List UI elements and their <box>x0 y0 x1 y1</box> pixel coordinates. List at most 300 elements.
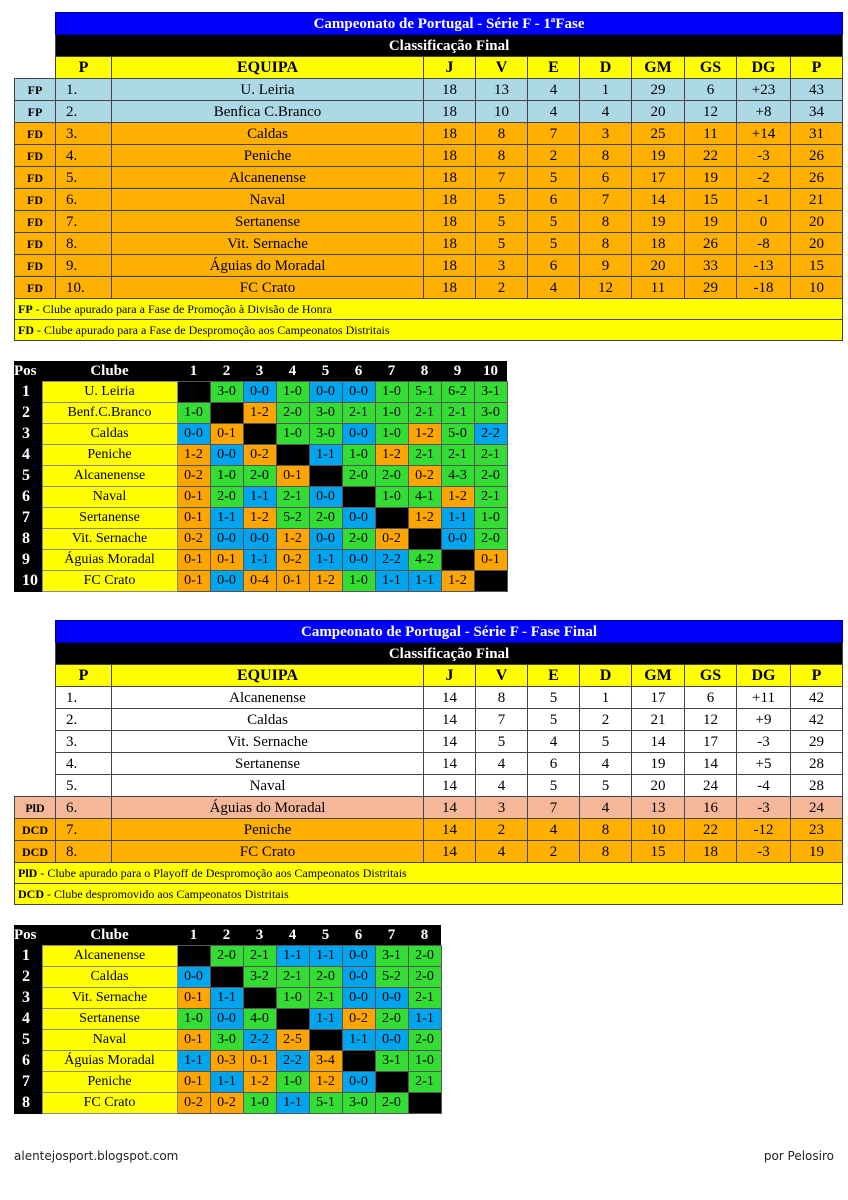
matrix-row <box>14 550 507 571</box>
match-result: 0-2 <box>177 529 210 550</box>
match-result: 1-2 <box>243 403 276 424</box>
legend-description: - Clube despromovido aos Campeonatos Distritais <box>44 887 289 901</box>
match-result: 3-4 <box>309 1051 342 1072</box>
results-matrix-phase1 <box>14 361 508 592</box>
match-result: 1-2 <box>276 529 309 550</box>
footer-author: por Pelosiro <box>763 1149 834 1163</box>
legend-row <box>15 884 843 905</box>
stat-j: 14 <box>424 775 476 797</box>
qualification-tag: FD <box>15 211 56 233</box>
matrix-row <box>14 403 507 424</box>
stat-v: 2 <box>476 277 528 299</box>
stat-e: 6 <box>528 753 580 775</box>
stat-d: 2 <box>580 709 632 731</box>
stat-dg: -13 <box>737 255 791 277</box>
stat-j: 14 <box>424 731 476 753</box>
match-result: 0-1 <box>177 508 210 529</box>
stat-e: 2 <box>528 145 580 167</box>
match-result: 0-0 <box>342 1072 375 1093</box>
matrix-position: 7 <box>14 508 42 529</box>
stat-d: 8 <box>580 819 632 841</box>
legend-text <box>15 863 843 884</box>
match-result: 0-1 <box>210 550 243 571</box>
stat-d: 6 <box>580 167 632 189</box>
match-result: 0-0 <box>243 382 276 403</box>
legend-abbr: PlD <box>18 866 38 880</box>
match-result: 0-0 <box>177 967 210 988</box>
team-name: U. Leiria <box>112 79 424 101</box>
match-result: 0-2 <box>276 550 309 571</box>
match-result: 0-2 <box>177 466 210 487</box>
match-result: 1-2 <box>441 487 474 508</box>
matrix-position: 6 <box>14 1051 42 1072</box>
stat-d: 4 <box>580 753 632 775</box>
match-result: 0-0 <box>342 988 375 1009</box>
stat-d: 1 <box>580 79 632 101</box>
stat-e: 6 <box>528 189 580 211</box>
match-result: 2-1 <box>408 445 441 466</box>
matrix-position: 8 <box>14 529 42 550</box>
match-result: 0-0 <box>342 508 375 529</box>
column-header: P <box>791 57 843 79</box>
matrix-column-header: 1 <box>177 925 210 946</box>
match-result: 4-3 <box>441 466 474 487</box>
stat-e: 7 <box>528 123 580 145</box>
stat-d: 8 <box>580 145 632 167</box>
match-result: 6-2 <box>441 382 474 403</box>
match-result: 2-0 <box>375 1093 408 1114</box>
stat-gm: 20 <box>632 775 685 797</box>
stat-d: 12 <box>580 277 632 299</box>
matrix-blank-cell <box>276 1009 309 1030</box>
match-result: 2-0 <box>408 1030 441 1051</box>
matrix-row <box>14 487 507 508</box>
stat-e: 6 <box>528 255 580 277</box>
stat-gs: 24 <box>685 775 737 797</box>
table-row <box>15 819 843 841</box>
match-result: 1-1 <box>309 1009 342 1030</box>
match-result: 0-0 <box>309 382 342 403</box>
stat-d: 8 <box>580 211 632 233</box>
team-name: Alcanenense <box>112 167 424 189</box>
legend-text <box>15 299 843 320</box>
matrix-club-name: Águias Moradal <box>42 1051 177 1072</box>
match-result: 2-0 <box>408 946 441 967</box>
results-matrix-phase2 <box>14 925 442 1114</box>
match-result: 1-2 <box>177 445 210 466</box>
stat-j: 18 <box>424 167 476 189</box>
qualification-tag <box>15 753 56 775</box>
matrix-column-header: 3 <box>243 361 276 382</box>
matrix-blank-cell <box>309 1030 342 1051</box>
stat-p: 23 <box>791 819 843 841</box>
stat-gm: 25 <box>632 123 685 145</box>
table-row <box>15 255 843 277</box>
stat-v: 4 <box>476 753 528 775</box>
match-result: 1-1 <box>441 508 474 529</box>
stat-gm: 29 <box>632 79 685 101</box>
matrix-position: 10 <box>14 571 42 592</box>
stat-j: 18 <box>424 123 476 145</box>
rank-cell: 3. <box>56 123 112 145</box>
team-name: Naval <box>112 775 424 797</box>
matrix-blank-cell <box>375 508 408 529</box>
stat-e: 5 <box>528 775 580 797</box>
match-result: 1-2 <box>408 424 441 445</box>
column-header: GS <box>685 665 737 687</box>
matrix-column-header: Pos <box>14 361 42 382</box>
stat-gs: 33 <box>685 255 737 277</box>
stat-e: 5 <box>528 233 580 255</box>
matrix-column-header: Clube <box>42 361 177 382</box>
match-result: 0-0 <box>375 1030 408 1051</box>
matrix-position: 1 <box>14 946 42 967</box>
matrix-column-header: 8 <box>408 361 441 382</box>
stat-v: 10 <box>476 101 528 123</box>
stat-p: 42 <box>791 687 843 709</box>
stat-gm: 15 <box>632 841 685 863</box>
match-result: 1-2 <box>243 508 276 529</box>
matrix-row <box>14 988 441 1009</box>
matrix-club-name: Vit. Sernache <box>42 988 177 1009</box>
rank-cell: 1. <box>56 687 112 709</box>
qualification-tag: FD <box>15 123 56 145</box>
stat-p: 26 <box>791 145 843 167</box>
match-result: 0-0 <box>210 445 243 466</box>
match-result: 2-0 <box>474 466 507 487</box>
match-result: 1-0 <box>210 466 243 487</box>
stat-gm: 19 <box>632 145 685 167</box>
matrix-position: 3 <box>14 988 42 1009</box>
match-result: 1-0 <box>342 571 375 592</box>
stat-e: 4 <box>528 79 580 101</box>
matrix-club-name: FC Crato <box>42 571 177 592</box>
stat-v: 3 <box>476 797 528 819</box>
match-result: 0-1 <box>243 1051 276 1072</box>
stat-v: 4 <box>476 775 528 797</box>
stat-j: 18 <box>424 101 476 123</box>
matrix-club-name: Naval <box>42 1030 177 1051</box>
stat-gm: 21 <box>632 709 685 731</box>
match-result: 3-1 <box>375 1051 408 1072</box>
match-result: 1-1 <box>210 508 243 529</box>
stat-e: 4 <box>528 819 580 841</box>
rank-cell: 7. <box>56 819 112 841</box>
column-header: V <box>476 665 528 687</box>
rank-cell: 5. <box>56 775 112 797</box>
legend-description: - Clube apurado para a Fase de Promoção à Divisão de Honra <box>32 302 332 316</box>
rank-cell: 6. <box>56 189 112 211</box>
stat-v: 5 <box>476 233 528 255</box>
stat-d: 8 <box>580 841 632 863</box>
match-result: 0-2 <box>375 529 408 550</box>
stat-j: 14 <box>424 797 476 819</box>
table-row <box>15 167 843 189</box>
stat-dg: +11 <box>737 687 791 709</box>
stat-p: 34 <box>791 101 843 123</box>
matrix-header-row <box>14 925 441 946</box>
matrix-blank-cell <box>243 424 276 445</box>
legend-description: - Clube apurado para o Playoff de Despromoção aos Campeonatos Distritais <box>37 866 407 880</box>
match-result: 1-0 <box>408 1051 441 1072</box>
matrix-club-name: Peniche <box>42 1072 177 1093</box>
stat-gs: 18 <box>685 841 737 863</box>
matrix-club-name: Alcanenense <box>42 946 177 967</box>
matrix-row <box>14 946 441 967</box>
matrix-row <box>14 424 507 445</box>
legend-row <box>15 320 843 341</box>
qualification-tag: FD <box>15 189 56 211</box>
matrix-position: 8 <box>14 1093 42 1114</box>
match-result: 3-1 <box>375 946 408 967</box>
stat-gm: 11 <box>632 277 685 299</box>
matrix-club-name: Vit. Sernache <box>42 529 177 550</box>
column-header: E <box>528 665 580 687</box>
match-result: 1-1 <box>210 988 243 1009</box>
matrix-blank-cell <box>177 382 210 403</box>
stat-e: 5 <box>528 687 580 709</box>
team-name: Sertanense <box>112 753 424 775</box>
stat-dg: +9 <box>737 709 791 731</box>
match-result: 2-0 <box>408 967 441 988</box>
table-row <box>15 753 843 775</box>
match-result: 0-0 <box>210 571 243 592</box>
match-result: 1-0 <box>276 424 309 445</box>
match-result: 1-1 <box>309 550 342 571</box>
matrix-row <box>14 571 507 592</box>
match-result: 1-0 <box>276 382 309 403</box>
stat-p: 19 <box>791 841 843 863</box>
match-result: 0-0 <box>342 382 375 403</box>
matrix-club-name: Caldas <box>42 424 177 445</box>
matrix-position: 5 <box>14 1030 42 1051</box>
match-result: 1-2 <box>408 508 441 529</box>
stat-gm: 13 <box>632 797 685 819</box>
match-result: 2-2 <box>276 1051 309 1072</box>
rank-cell: 4. <box>56 145 112 167</box>
column-header: D <box>580 665 632 687</box>
matrix-blank-cell <box>177 946 210 967</box>
stat-d: 8 <box>580 233 632 255</box>
stat-gs: 15 <box>685 189 737 211</box>
match-result: 2-0 <box>210 487 243 508</box>
match-result: 1-0 <box>375 487 408 508</box>
stat-gs: 22 <box>685 145 737 167</box>
stat-dg: +8 <box>737 101 791 123</box>
phase1-subtitle: Classificação Final <box>56 35 843 57</box>
stat-d: 3 <box>580 123 632 145</box>
matrix-blank-cell <box>342 487 375 508</box>
matrix-row <box>14 1051 441 1072</box>
table-row <box>15 277 843 299</box>
stat-p: 10 <box>791 277 843 299</box>
stat-p: 43 <box>791 79 843 101</box>
footer-site-link[interactable]: alentejosport.blogspot.com <box>14 1149 179 1163</box>
table-row <box>15 211 843 233</box>
stat-e: 5 <box>528 709 580 731</box>
table-row <box>15 189 843 211</box>
match-result: 1-1 <box>210 1072 243 1093</box>
match-result: 2-0 <box>474 529 507 550</box>
team-name: Peniche <box>112 145 424 167</box>
match-result: 1-1 <box>243 487 276 508</box>
stat-v: 8 <box>476 687 528 709</box>
standings-table-phase1 <box>14 12 843 341</box>
table-row <box>15 123 843 145</box>
stat-p: 15 <box>791 255 843 277</box>
match-result: 1-1 <box>309 445 342 466</box>
match-result: 1-1 <box>309 946 342 967</box>
team-name: Benfica C.Branco <box>112 101 424 123</box>
stat-dg: -3 <box>737 145 791 167</box>
stat-p: 24 <box>791 797 843 819</box>
match-result: 2-5 <box>276 1030 309 1051</box>
team-name: Alcanenense <box>112 687 424 709</box>
stat-gs: 19 <box>685 211 737 233</box>
match-result: 0-1 <box>177 988 210 1009</box>
team-name: FC Crato <box>112 277 424 299</box>
matrix-blank-cell <box>408 1093 441 1114</box>
matrix-blank-cell <box>474 571 507 592</box>
matrix-blank-cell <box>243 988 276 1009</box>
stat-gs: 6 <box>685 687 737 709</box>
match-result: 2-0 <box>309 508 342 529</box>
matrix-column-header: 3 <box>243 925 276 946</box>
stat-e: 5 <box>528 211 580 233</box>
match-result: 0-1 <box>177 487 210 508</box>
stat-gm: 20 <box>632 255 685 277</box>
match-result: 0-0 <box>177 424 210 445</box>
team-name: Vit. Sernache <box>112 731 424 753</box>
matrix-row <box>14 1072 441 1093</box>
rank-cell: 8. <box>56 841 112 863</box>
stat-e: 4 <box>528 101 580 123</box>
match-result: 4-1 <box>408 487 441 508</box>
matrix-club-name: Naval <box>42 487 177 508</box>
stat-e: 4 <box>528 731 580 753</box>
match-result: 0-0 <box>342 424 375 445</box>
match-result: 0-1 <box>210 424 243 445</box>
matrix-row <box>14 382 507 403</box>
matrix-blank-cell <box>276 445 309 466</box>
stat-gm: 20 <box>632 101 685 123</box>
rank-cell: 3. <box>56 731 112 753</box>
matrix-club-name: FC Crato <box>42 1093 177 1114</box>
stat-v: 5 <box>476 189 528 211</box>
match-result: 3-1 <box>474 382 507 403</box>
column-header: GM <box>632 57 685 79</box>
team-name: Naval <box>112 189 424 211</box>
stat-j: 18 <box>424 277 476 299</box>
legend-description: - Clube apurado para a Fase de Despromoção aos Campeonatos Distritais <box>34 323 390 337</box>
matrix-column-header: 4 <box>276 925 309 946</box>
stat-v: 4 <box>476 841 528 863</box>
match-result: 3-0 <box>474 403 507 424</box>
matrix-position: 5 <box>14 466 42 487</box>
stat-v: 7 <box>476 167 528 189</box>
match-result: 0-2 <box>408 466 441 487</box>
stat-j: 14 <box>424 753 476 775</box>
stat-j: 18 <box>424 145 476 167</box>
rank-cell: 6. <box>56 797 112 819</box>
stat-j: 14 <box>424 687 476 709</box>
stat-dg: +14 <box>737 123 791 145</box>
stat-j: 14 <box>424 819 476 841</box>
match-result: 0-4 <box>243 571 276 592</box>
qualification-tag: FD <box>15 167 56 189</box>
match-result: 2-0 <box>210 946 243 967</box>
qualification-tag: DCD <box>15 819 56 841</box>
match-result: 1-0 <box>375 382 408 403</box>
stat-d: 5 <box>580 731 632 753</box>
stat-dg: +5 <box>737 753 791 775</box>
match-result: 2-0 <box>276 403 309 424</box>
column-header: P <box>56 57 112 79</box>
column-header: EQUIPA <box>112 665 424 687</box>
stat-dg: -3 <box>737 797 791 819</box>
match-result: 1-0 <box>375 403 408 424</box>
stat-dg: -3 <box>737 731 791 753</box>
rank-cell: 7. <box>56 211 112 233</box>
qualification-tag: FD <box>15 255 56 277</box>
qualification-tag <box>15 775 56 797</box>
match-result: 0-1 <box>177 571 210 592</box>
stat-p: 20 <box>791 233 843 255</box>
match-result: 1-2 <box>375 445 408 466</box>
match-result: 1-0 <box>177 1009 210 1030</box>
match-result: 2-1 <box>408 403 441 424</box>
matrix-row <box>14 967 441 988</box>
match-result: 2-1 <box>342 403 375 424</box>
stat-gs: 12 <box>685 709 737 731</box>
match-result: 2-1 <box>276 487 309 508</box>
table-row <box>15 687 843 709</box>
stat-dg: +23 <box>737 79 791 101</box>
team-name: Peniche <box>112 819 424 841</box>
match-result: 1-0 <box>177 403 210 424</box>
stat-p: 28 <box>791 753 843 775</box>
match-result: 2-1 <box>441 403 474 424</box>
stat-j: 18 <box>424 255 476 277</box>
match-result: 3-0 <box>309 403 342 424</box>
matrix-club-name: Sertanense <box>42 1009 177 1030</box>
column-header: EQUIPA <box>112 57 424 79</box>
stat-j: 18 <box>424 211 476 233</box>
stat-d: 5 <box>580 775 632 797</box>
match-result: 0-0 <box>342 946 375 967</box>
qualification-tag: FD <box>15 233 56 255</box>
stat-j: 18 <box>424 189 476 211</box>
rank-cell: 9. <box>56 255 112 277</box>
matrix-position: 4 <box>14 445 42 466</box>
qualification-tag: FP <box>15 79 56 101</box>
stat-p: 26 <box>791 167 843 189</box>
stat-v: 5 <box>476 731 528 753</box>
matrix-blank-cell <box>441 550 474 571</box>
team-name: Águias do Moradal <box>112 797 424 819</box>
qualification-tag: FP <box>15 101 56 123</box>
stat-dg: -1 <box>737 189 791 211</box>
match-result: 0-3 <box>210 1051 243 1072</box>
matrix-header-row <box>14 361 507 382</box>
stat-e: 2 <box>528 841 580 863</box>
match-result: 2-2 <box>375 550 408 571</box>
matrix-blank-cell <box>408 529 441 550</box>
matrix-club-name: Peniche <box>42 445 177 466</box>
stat-dg: -8 <box>737 233 791 255</box>
matrix-column-header: 10 <box>474 361 507 382</box>
qualification-tag: FD <box>15 145 56 167</box>
